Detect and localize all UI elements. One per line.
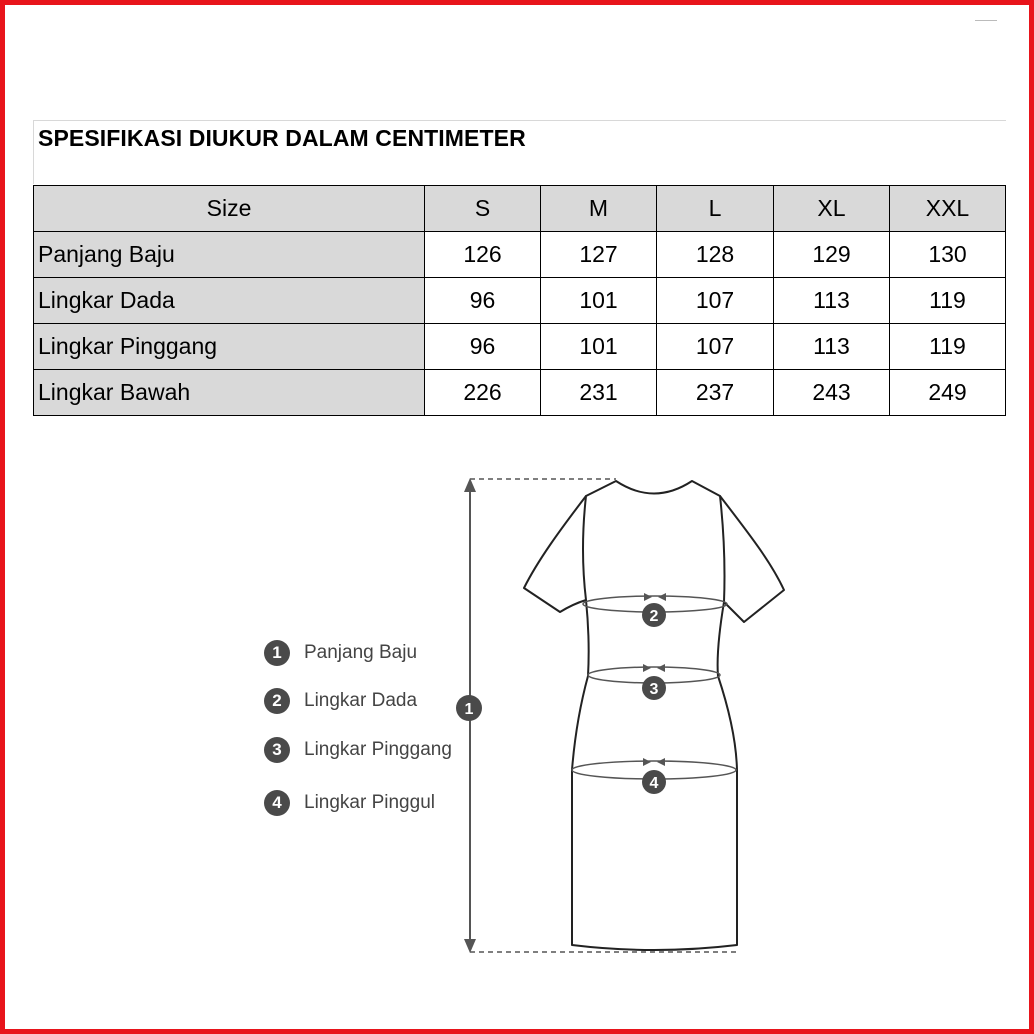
table-header-row [34,186,1006,232]
table-cell: 226 [425,370,541,416]
size-chart-table [33,185,1006,416]
table-cell: 249 [890,370,1006,416]
arrow-down-icon [464,939,476,953]
table-cell: 113 [774,324,890,370]
legend-label: Lingkar Dada [304,690,418,711]
table-cell: 128 [657,232,774,278]
table-row [34,370,1006,416]
table-cell: 243 [774,370,890,416]
svg-text:2: 2 [649,608,659,625]
table-cell: 107 [657,324,774,370]
header-cell-xl: XL [774,186,890,232]
marker-1 [456,695,482,721]
table-cell: 130 [890,232,1006,278]
dress-outline-icon [524,481,784,950]
table-cell: 107 [657,278,774,324]
table-cell: 127 [541,232,657,278]
page-title: SPESIFIKASI DIUKUR DALAM CENTIMETER [38,125,526,151]
header-cell-l: L [657,186,774,232]
table-cell: 231 [541,370,657,416]
svg-text:4: 4 [649,775,659,792]
table-cell: 101 [541,278,657,324]
decorative-line [975,20,997,21]
legend-label: Lingkar Pinggang [304,739,452,760]
table-cell: 126 [425,232,541,278]
legend-label: Lingkar Pinggul [304,792,435,813]
table-cell: 119 [890,324,1006,370]
table-cell: 96 [425,324,541,370]
svg-text:3: 3 [649,681,659,698]
header-cell-xxl: XXL [890,186,1006,232]
row-label: Lingkar Pinggang [34,324,425,370]
table-cell: 113 [774,278,890,324]
table-row [34,324,1006,370]
dress-measurement-diagram [0,440,1034,980]
table-row [34,232,1006,278]
header-cell-size: Size [34,186,425,232]
row-label: Lingkar Bawah [34,370,425,416]
table-cell: 119 [890,278,1006,324]
row-label: Lingkar Dada [34,278,425,324]
number-badge: 1 [264,640,290,666]
marker-2 [642,603,666,627]
table-cell: 96 [425,278,541,324]
row-label: Panjang Baju [34,232,425,278]
number-badge: 4 [264,790,290,816]
marker-4 [642,770,666,794]
header-cell-m: M [541,186,657,232]
table-cell: 129 [774,232,890,278]
arrow-up-icon [464,478,476,492]
marker-3 [642,676,666,700]
table-cell: 101 [541,324,657,370]
number-badge: 2 [264,688,290,714]
number-badge: 3 [264,737,290,763]
legend-label: Panjang Baju [304,642,418,663]
header-cell-s: S [425,186,541,232]
table-cell: 237 [657,370,774,416]
table-row [34,278,1006,324]
svg-text:1: 1 [464,701,474,718]
